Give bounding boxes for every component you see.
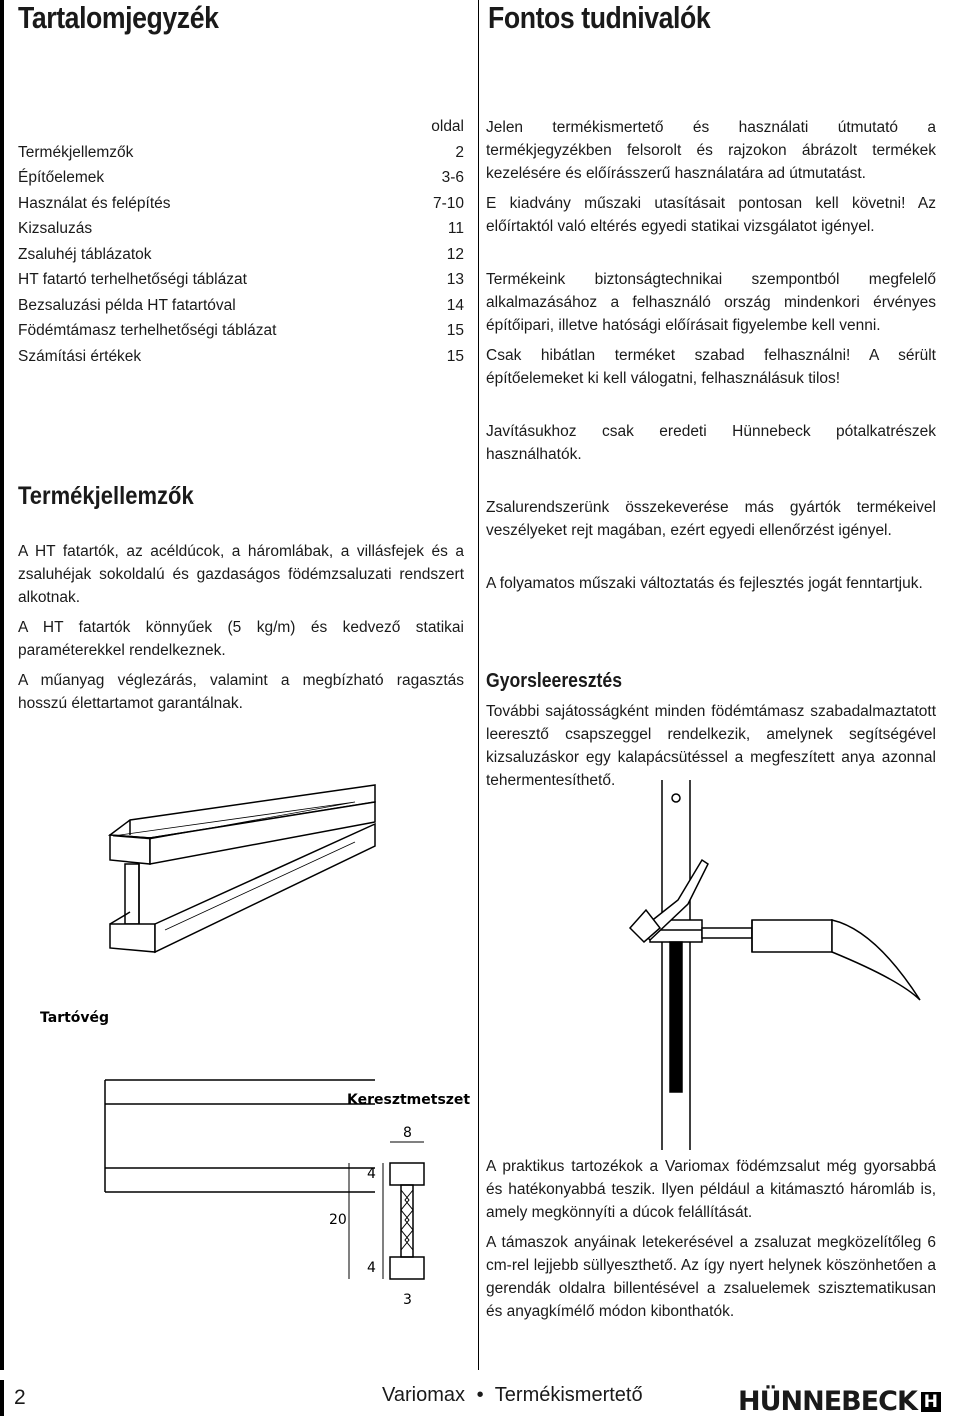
accessories-text: A praktikus tartozékok a Variomax födémzsalut még gyorsabbá és hatékonyabbá teszik. Ilyen például a kitámasztó háromláb is, amely megkönnyíti a dúcok felállítását. A támaszok anyáinak letekerésével a zsaluzat megközelítőleg 6 cm-rel lejjebb süllyeszthető. Az így nyert helynek köszönhetően a gerendák oldalra billentésével a zsaluelemek szisztematikusan és anyagkímélő módon kibonthatók. (486, 1158, 936, 1320)
toc-row[interactable]: Bezsaluzási példa HT fatartóval 14 (18, 296, 464, 314)
toc-row[interactable]: Födémtámasz terhelhetőségi táblázat 15 (18, 322, 464, 339)
footer-left-border (0, 1380, 4, 1416)
hunnebeck-logo: HÜNNEBECK H (738, 1386, 941, 1417)
table-of-contents (18, 114, 464, 369)
toc-heading: Tartalomjegyzék (18, 0, 219, 35)
dim-height: 20 (329, 1212, 347, 1228)
page-number: 2 (14, 1386, 26, 1409)
toc-row[interactable]: Számítási értékek 15 (18, 347, 464, 365)
left-border (0, 0, 4, 1370)
toc-row[interactable]: Használat és felépítés 7-10 (18, 194, 464, 212)
toc-row[interactable]: Termékjellemzők 2 (18, 143, 464, 161)
dim-width: 8 (403, 1125, 412, 1141)
important-text: Jelen termékismertető és használati útmutató a termékjegyzékben felsorolt és rajzokon ábrázolt termékek kezelésére és előírásszerű használatára ad útmutatást. E kiadvány műszaki utasításait pontosan kell követni! Az előírtaktól való eltérés egyedi statikai vizsgálatot igényel. Termékeink biztonságtechnikai szempontból megfelelő alkalmazásához a felhasználó ország mindenkori érvényes építőipari, illetve hatósági előírásait figyelembe kell venni. Csak hibátlan terméket szabad felhasználni! A sérült építőelemeket ki kell válogatni, felhasználásuk tilos! Javításukhoz csak eredeti Hünnebeck pótalkatrészek használhatók. Zsalurendszerünk összekeverése más gyártók termékeivel veszélyeket rejt magában, ezért egyedi ellenőrzést igényel. A folyamatos műszaki változtatás és fejlesztés jogát fenntartjuk. (486, 119, 936, 592)
logo-mark-icon: H (921, 1392, 941, 1412)
important-heading: Fontos tudnivalók (488, 0, 711, 35)
footer-title: Variomax • Termékismertető (382, 1384, 643, 1406)
quick-release-text: További sajátosságként minden födémtámasz szabadalmaztatott leeresztő csapszeggel rendelkezik, amelynek segítségével kizsaluzáskor egy kalapácsütéssel a megfeszített anya azonnal tehermentesíthető. (486, 703, 936, 789)
toc-page-label: oldal (431, 118, 464, 135)
toc-row[interactable]: Kizsaluzás 11 (18, 220, 464, 237)
toc-row[interactable]: Zsaluhéj táblázatok 12 (18, 245, 464, 263)
cross-section-label: Keresztmetszet (347, 1092, 471, 1108)
beam-figure (40, 780, 475, 1320)
beam-end-label: Tartóvég (40, 1010, 110, 1026)
prop-hammer-figure (600, 780, 930, 1150)
features-text: A HT fatartók, az acéldúcok, a háromlábak, a villásfejek és a zsaluhéjak sokoldalú és gazdaságos födémzsaluzati rendszert alkotnak. A HT fatartók könnyűek (5 kg/m) és kedvező statikai paraméterekkel rendelkeznek. A műanyag véglezárás, valamint a megbízható ragasztás hosszú élettartamot garantálnak. (18, 543, 464, 712)
quick-release-title: Gyorsleeresztés (486, 670, 623, 692)
dim-flange-bottom: 4 (367, 1260, 376, 1276)
toc-row[interactable]: HT fatartó terhelhetőségi táblázat 13 (18, 271, 464, 288)
dim-web: 3 (403, 1292, 412, 1308)
toc-row[interactable]: Építőelemek 3-6 (18, 169, 464, 186)
features-title: Termékjellemzők (18, 482, 194, 510)
dim-flange-top: 4 (367, 1166, 376, 1182)
column-divider (478, 0, 479, 1370)
